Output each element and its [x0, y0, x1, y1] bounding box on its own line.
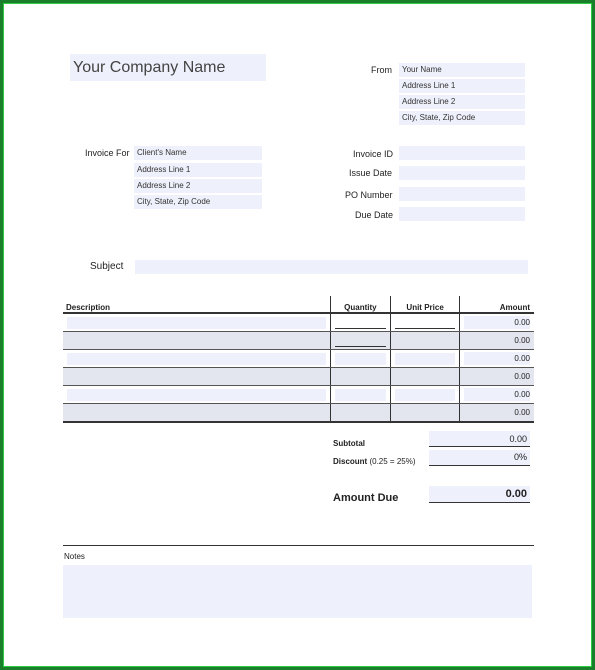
unit-price-field[interactable] — [391, 407, 459, 419]
unit-price-field[interactable] — [395, 353, 455, 365]
company-name-field[interactable]: Your Company Name — [70, 54, 266, 81]
table-row — [63, 368, 534, 386]
quantity-field[interactable] — [331, 407, 390, 419]
discount-label: Discount — [333, 457, 368, 466]
client-name-field[interactable]: Client's Name — [134, 146, 262, 160]
unit-price-field[interactable] — [395, 317, 455, 329]
po-number-label: PO Number — [345, 190, 393, 200]
due-date-field[interactable] — [399, 207, 525, 221]
notes-divider — [63, 545, 534, 546]
quantity-field[interactable] — [331, 371, 390, 383]
from-city-field[interactable]: City, State, Zip Code — [399, 111, 525, 125]
subtotal-label: Subtotal — [333, 439, 365, 448]
table-row — [63, 313, 534, 332]
notes-field[interactable] — [63, 565, 532, 618]
subject-label: Subject — [90, 261, 124, 272]
from-address1-field[interactable]: Address Line 1 — [399, 79, 525, 93]
quantity-field[interactable] — [335, 317, 386, 329]
discount-note: (0.25 = 25%) — [369, 457, 416, 466]
header-description: Description — [63, 296, 330, 313]
amount-due-label: Amount Due — [333, 492, 399, 504]
invoice-id-label: Invoice ID — [353, 149, 394, 159]
issue-date-label: Issue Date — [349, 168, 393, 178]
table-row — [63, 404, 534, 423]
description-field[interactable] — [63, 407, 330, 419]
amount-value: 0.00 — [514, 372, 530, 381]
from-name-field[interactable]: Your Name — [399, 63, 525, 77]
from-label: From — [371, 65, 392, 75]
table-header-row — [63, 296, 534, 313]
discount-field[interactable]: 0% — [429, 450, 530, 466]
invoice-for-label: Invoice For — [85, 148, 130, 158]
quantity-field[interactable] — [335, 389, 386, 401]
table-row — [63, 386, 534, 404]
discount-label-group — [333, 457, 416, 466]
subject-field[interactable] — [135, 260, 528, 274]
unit-price-field[interactable] — [395, 389, 455, 401]
description-field[interactable] — [63, 335, 330, 347]
amount-value: 0.00 — [514, 408, 530, 417]
issue-date-field[interactable] — [399, 166, 525, 180]
client-address1-field[interactable]: Address Line 1 — [134, 163, 262, 177]
description-field[interactable] — [67, 353, 326, 365]
due-date-label: Due Date — [355, 210, 394, 220]
notes-label: Notes — [64, 552, 85, 561]
invoice-id-field[interactable] — [399, 146, 525, 160]
header-amount: Amount — [460, 296, 534, 313]
client-address2-field[interactable]: Address Line 2 — [134, 179, 262, 193]
quantity-field[interactable] — [335, 353, 386, 365]
amount-value: 0.00 — [514, 336, 530, 345]
amount-value: 0.00 — [464, 388, 530, 401]
amount-value: 0.00 — [464, 352, 530, 365]
subtotal-value: 0.00 — [429, 431, 530, 447]
header-quantity: Quantity — [330, 296, 390, 313]
header-unit-price: Unit Price — [390, 296, 459, 313]
table-row — [63, 332, 534, 350]
from-address2-field[interactable]: Address Line 2 — [399, 95, 525, 109]
quantity-field[interactable] — [335, 335, 386, 347]
table-row — [63, 350, 534, 368]
description-field[interactable] — [67, 317, 326, 329]
amount-due-value: 0.00 — [429, 486, 530, 503]
description-field[interactable] — [63, 371, 330, 383]
unit-price-field[interactable] — [391, 371, 459, 383]
po-number-field[interactable] — [399, 187, 525, 201]
description-field[interactable] — [67, 389, 326, 401]
unit-price-field[interactable] — [391, 335, 459, 347]
line-items-table — [63, 296, 534, 423]
client-city-field[interactable]: City, State, Zip Code — [134, 195, 262, 209]
amount-value: 0.00 — [464, 316, 530, 329]
